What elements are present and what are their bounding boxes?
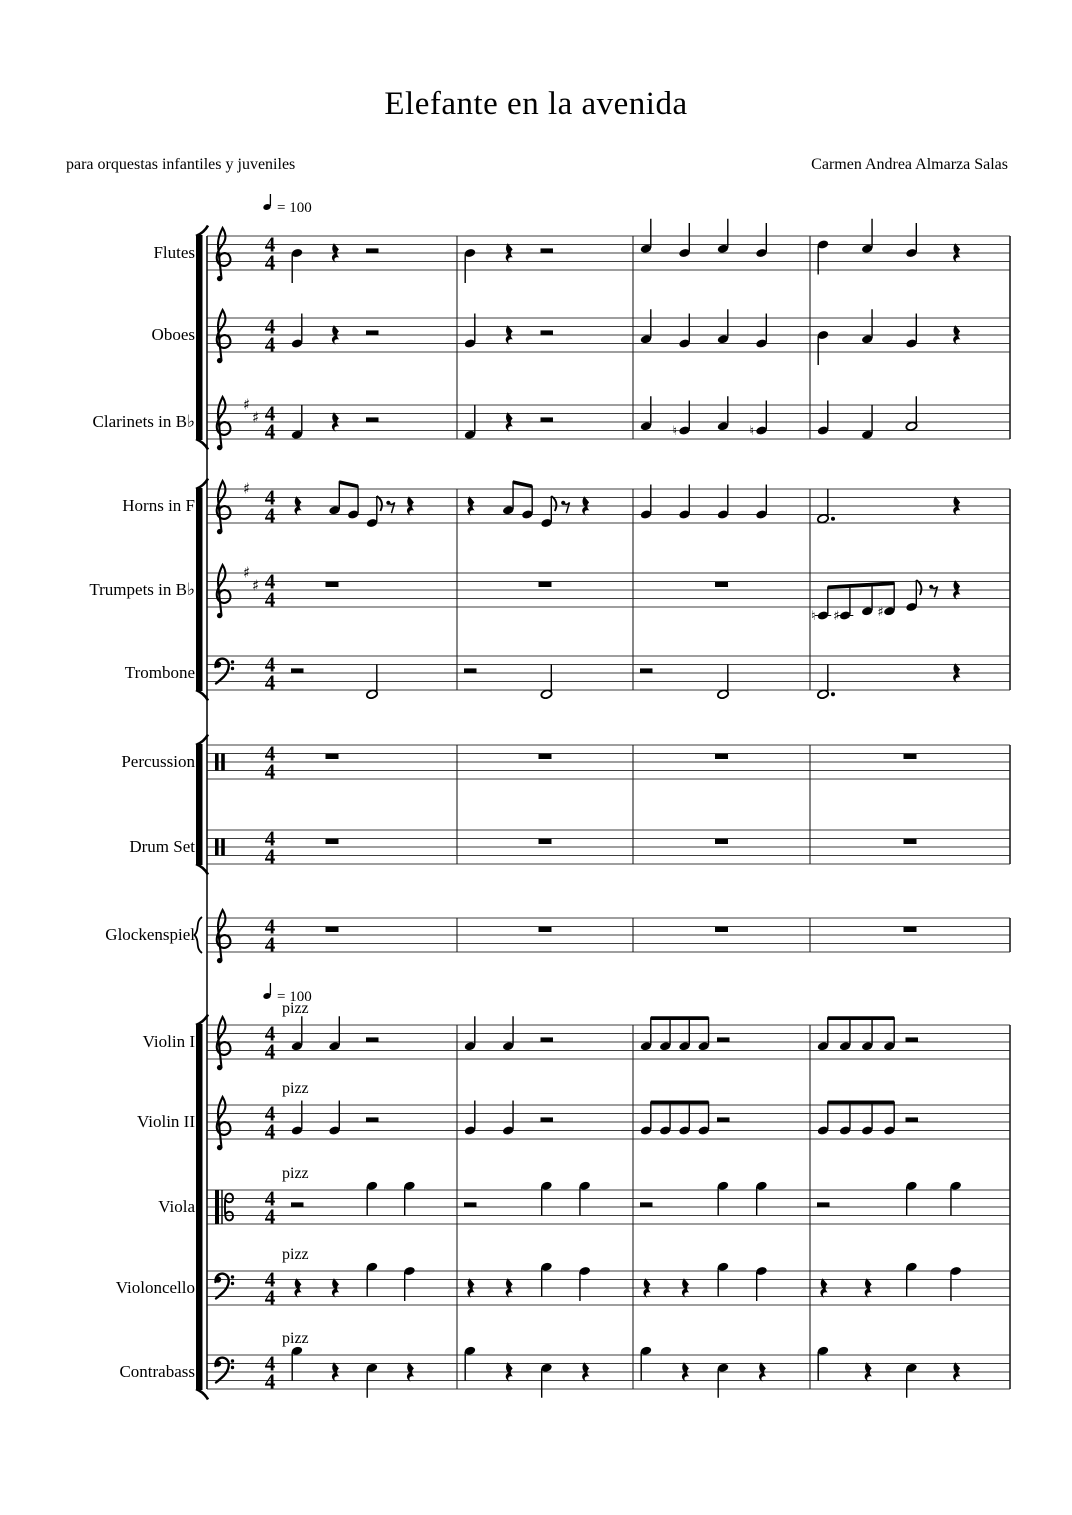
time-signature-bottom: 4	[264, 1369, 276, 1394]
composer: Carmen Andrea Almarza Salas	[811, 156, 1008, 173]
instrument-label-trombone: Trombone	[124, 663, 195, 682]
whole-rest	[715, 927, 728, 932]
staff-contrabass	[119, 1330, 1010, 1398]
time-signature-bottom: 4	[264, 1039, 276, 1064]
half-rest	[464, 1202, 477, 1207]
whole-rest	[715, 754, 728, 759]
instrument-label-violin-ii: Violin II	[137, 1112, 195, 1131]
key-signature-sharp: ♯	[252, 576, 260, 595]
whole-rest	[715, 839, 728, 844]
tempo-marking	[262, 983, 311, 1005]
eighth-rest	[561, 501, 569, 514]
pizz-label: pizz	[282, 1246, 309, 1263]
staff-glockenspiel	[105, 910, 1010, 963]
half-rest	[640, 1202, 653, 1207]
half-rest	[717, 1117, 730, 1122]
time-signature-bottom: 4	[264, 932, 276, 957]
staff-percussion	[121, 742, 1010, 784]
time-signature-top: 4	[264, 1267, 276, 1292]
time-signature-top: 4	[264, 741, 276, 766]
instrument-label-violin-i: Violin I	[142, 1032, 195, 1051]
staff-viola	[158, 1165, 1010, 1229]
time-signature-top: 4	[264, 1186, 276, 1211]
half-rest	[906, 1037, 919, 1042]
pizz-label: pizz	[282, 1165, 309, 1182]
note-head	[817, 514, 829, 524]
eighth-rest	[386, 501, 394, 514]
time-signature-top: 4	[264, 232, 276, 257]
whole-rest	[326, 839, 339, 844]
time-signature-bottom: 4	[264, 1119, 276, 1144]
half-rest	[464, 668, 477, 673]
half-rest	[717, 1037, 730, 1042]
time-signature-bottom: 4	[264, 759, 276, 784]
page-title: Elefante en la avenida	[384, 86, 688, 122]
instrument-label-horns-in-f: Horns in F	[122, 496, 195, 515]
half-rest	[640, 668, 653, 673]
pizz-label: pizz	[282, 1000, 309, 1017]
accidental-sharp: ♯	[877, 604, 884, 620]
whole-rest	[326, 582, 339, 587]
tempo-value: = 100	[277, 200, 312, 216]
eighth-rest	[929, 585, 937, 598]
accidental-sharp: ♯	[833, 609, 840, 624]
key-signature-sharp: ♯	[243, 479, 251, 498]
brace-icon	[195, 917, 203, 953]
staff-horns-in-f	[122, 480, 1010, 535]
half-rest	[366, 417, 379, 422]
half-rest	[291, 668, 304, 673]
instrument-label-oboes: Oboes	[151, 325, 195, 344]
staff-violin-i	[143, 1000, 1010, 1070]
key-signature-sharp: ♯	[252, 408, 260, 427]
time-signature-bottom: 4	[264, 844, 276, 869]
key-signature-sharp: ♯	[243, 563, 251, 582]
beam	[339, 480, 358, 488]
time-signature-bottom: 4	[264, 503, 276, 528]
whole-rest	[904, 754, 917, 759]
accidental-natural: ♮	[672, 424, 678, 439]
time-signature-top: 4	[264, 314, 276, 339]
instrument-label-glockenspiel: Glockenspiel	[105, 925, 195, 944]
beam	[828, 1101, 894, 1105]
whole-rest	[539, 582, 552, 587]
note-head	[366, 689, 378, 699]
whole-rest	[326, 754, 339, 759]
time-signature-top: 4	[264, 1351, 276, 1376]
time-signature-top: 4	[264, 569, 276, 594]
time-signature-top: 4	[264, 485, 276, 510]
time-signature-top: 4	[264, 826, 276, 851]
instrument-label-violoncello: Violoncello	[115, 1278, 195, 1297]
beam	[651, 1101, 709, 1105]
time-signature-bottom: 4	[264, 670, 276, 695]
whole-rest	[539, 754, 552, 759]
accidental-natural: ♮	[811, 609, 816, 624]
whole-rest	[904, 927, 917, 932]
tempo-value: = 100	[277, 989, 312, 1005]
pizz-label: pizz	[282, 1330, 309, 1347]
bass-clef-icon	[215, 1358, 234, 1383]
pizz-label: pizz	[282, 1080, 309, 1097]
time-signature-top: 4	[264, 914, 276, 939]
accidental-natural: ♮	[749, 424, 755, 439]
instrument-label-contrabass: Contrabass	[119, 1362, 195, 1381]
tempo-marking	[262, 194, 311, 216]
note-head	[817, 689, 829, 699]
half-rest	[291, 1202, 304, 1207]
note-head	[717, 689, 729, 699]
half-rest	[817, 1202, 830, 1207]
note-head	[540, 689, 552, 699]
time-signature-bottom: 4	[264, 1204, 276, 1229]
note-head	[905, 421, 917, 431]
half-rest	[541, 1117, 554, 1122]
staff-flutes	[153, 219, 1010, 283]
time-signature-bottom: 4	[264, 419, 276, 444]
beam	[651, 1016, 709, 1020]
half-rest	[541, 417, 554, 422]
instrument-label-percussion: Percussion	[121, 752, 195, 771]
time-signature-top: 4	[264, 1101, 276, 1126]
instrument-label-drum-set: Drum Set	[129, 837, 195, 856]
whole-rest	[539, 927, 552, 932]
half-rest	[541, 330, 554, 335]
staff-violoncello	[116, 1246, 1010, 1310]
half-rest	[366, 248, 379, 253]
staff-oboes	[152, 309, 1010, 365]
time-signature-bottom: 4	[264, 332, 276, 357]
beam	[513, 480, 532, 488]
beam	[828, 581, 894, 589]
time-signature-top: 4	[264, 652, 276, 677]
bass-clef-icon	[215, 1274, 234, 1299]
instrument-label-clarinets-in-bb: Clarinets in B♭	[92, 412, 195, 431]
staff-violin-ii	[137, 1080, 1010, 1150]
whole-rest	[326, 927, 339, 932]
whole-rest	[539, 839, 552, 844]
staff-clarinets-in-bb	[93, 396, 1010, 451]
whole-rest	[715, 582, 728, 587]
time-signature-top: 4	[264, 1021, 276, 1046]
bass-clef-icon	[215, 659, 234, 684]
instrument-label-flutes: Flutes	[153, 243, 195, 262]
subtitle: para orquestas infantiles y juveniles	[66, 156, 296, 173]
beam	[828, 1016, 894, 1020]
key-signature-sharp: ♯	[243, 395, 251, 414]
time-signature-bottom: 4	[264, 250, 276, 275]
time-signature-top: 4	[264, 401, 276, 426]
time-signature-bottom: 4	[264, 587, 276, 612]
half-rest	[366, 330, 379, 335]
staff-drum-set	[129, 827, 1010, 869]
half-rest	[541, 1037, 554, 1042]
half-rest	[906, 1117, 919, 1122]
staff-trombone	[125, 653, 1010, 700]
half-rest	[541, 248, 554, 253]
staff-trumpets-in-bb	[89, 564, 1010, 625]
half-rest	[366, 1037, 379, 1042]
time-signature-bottom: 4	[264, 1285, 276, 1310]
whole-rest	[904, 839, 917, 844]
half-rest	[366, 1117, 379, 1122]
instrument-label-viola: Viola	[158, 1197, 195, 1216]
instrument-label-trumpets-in-bb: Trumpets in B♭	[89, 580, 195, 599]
